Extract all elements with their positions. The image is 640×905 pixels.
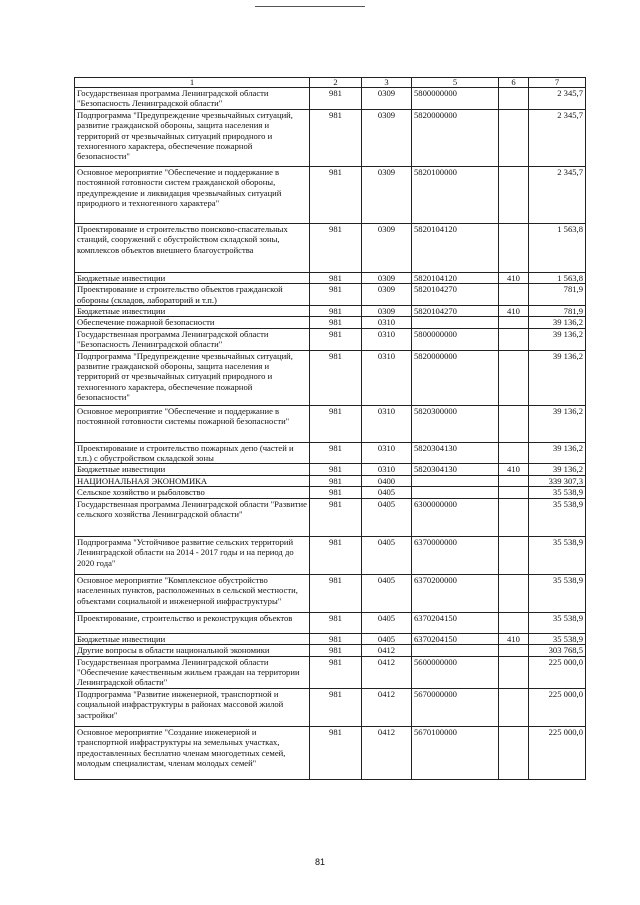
header-cell-2: 2 [310, 78, 362, 88]
table-row [75, 306, 586, 317]
ministry-code-cell: 981 [310, 487, 362, 498]
row-name-cell: Проектирование и строительство пожарных депо (частей и т.п.) с обустройством складской зоны [75, 442, 310, 464]
ministry-code-cell: 981 [310, 498, 362, 536]
section-code-cell: 0412 [362, 656, 412, 688]
top-rule [255, 6, 365, 7]
section-code-cell: 0310 [362, 405, 412, 442]
table-row [75, 166, 586, 223]
expense-type-cell [499, 284, 529, 306]
ministry-code-cell: 981 [310, 88, 362, 110]
ministry-code-cell: 981 [310, 328, 362, 350]
amount-cell: 35 538,9 [529, 574, 586, 612]
expense-type-cell [499, 405, 529, 442]
target-article-cell: 6370000000 [412, 536, 499, 574]
row-name-cell: Бюджетные инвестиции [75, 464, 310, 475]
table-row [75, 656, 586, 688]
section-code-cell: 0309 [362, 306, 412, 317]
ministry-code-cell: 981 [310, 464, 362, 475]
amount-cell: 2 345,7 [529, 109, 586, 166]
row-name-cell: Основное мероприятие "Обеспечение и поддержание в постоянной готовности систем гражданской обороны, предупреждение и ликвидация чрезвычайных ситуаций природного и техногенного характера" [75, 166, 310, 223]
table-row [75, 498, 586, 536]
row-name-cell: Бюджетные инвестиции [75, 633, 310, 644]
ministry-code-cell: 981 [310, 306, 362, 317]
target-article-cell: 5820104270 [412, 284, 499, 306]
row-name-cell: Подпрограмма "Развитие инженерной, транспортной и социальной инфраструктуры в районах массовой жилой застройки" [75, 688, 310, 726]
amount-cell: 39 136,2 [529, 405, 586, 442]
header-row [75, 78, 586, 88]
table-row [75, 645, 586, 656]
row-name-cell: Бюджетные инвестиции [75, 272, 310, 283]
amount-cell: 35 538,9 [529, 498, 586, 536]
budget-table [74, 77, 586, 780]
target-article-cell: 5820000000 [412, 350, 499, 405]
row-name-cell: Основное мероприятие "Создание инженерной и транспортной инфраструктуры на земельных участках, предоставленных бесплатно членам многодетных семей, молодым специалистам, членам молодых семей" [75, 726, 310, 779]
expense-type-cell [499, 475, 529, 486]
amount-cell: 35 538,9 [529, 487, 586, 498]
section-code-cell: 0405 [362, 612, 412, 633]
target-article-cell [412, 645, 499, 656]
section-code-cell: 0405 [362, 536, 412, 574]
amount-cell: 225 000,0 [529, 726, 586, 779]
amount-cell: 225 000,0 [529, 688, 586, 726]
table-row [75, 688, 586, 726]
table-row [75, 442, 586, 464]
table-row [75, 726, 586, 779]
expense-type-cell [499, 166, 529, 223]
ministry-code-cell: 981 [310, 475, 362, 486]
expense-type-cell: 410 [499, 272, 529, 283]
ministry-code-cell: 981 [310, 405, 362, 442]
section-code-cell: 0405 [362, 487, 412, 498]
row-name-cell: Государственная программа Ленинградской области "Развитие сельского хозяйства Ленинградской области" [75, 498, 310, 536]
expense-type-cell: 410 [499, 633, 529, 644]
target-article-cell: 5820100000 [412, 166, 499, 223]
table-row [75, 88, 586, 110]
target-article-cell: 5820304130 [412, 464, 499, 475]
ministry-code-cell: 981 [310, 645, 362, 656]
table-row [75, 284, 586, 306]
target-article-cell: 5600000000 [412, 656, 499, 688]
expense-type-cell [499, 498, 529, 536]
expense-type-cell [499, 109, 529, 166]
ministry-code-cell: 981 [310, 284, 362, 306]
target-article-cell: 6370200000 [412, 574, 499, 612]
amount-cell: 1 563,8 [529, 272, 586, 283]
section-code-cell: 0309 [362, 284, 412, 306]
row-name-cell: Основное мероприятие "Комплексное обустройство населенных пунктов, расположенных в сельской местности, объектами социальной и инженерной инфраструктуры" [75, 574, 310, 612]
section-code-cell: 0405 [362, 498, 412, 536]
section-code-cell: 0405 [362, 633, 412, 644]
expense-type-cell [499, 328, 529, 350]
target-article-cell: 5800000000 [412, 328, 499, 350]
amount-cell: 39 136,2 [529, 442, 586, 464]
ministry-code-cell: 981 [310, 688, 362, 726]
target-article-cell [412, 487, 499, 498]
target-article-cell: 5800000000 [412, 88, 499, 110]
target-article-cell [412, 317, 499, 328]
ministry-code-cell: 981 [310, 166, 362, 223]
target-article-cell: 5820304130 [412, 442, 499, 464]
expense-type-cell [499, 645, 529, 656]
target-article-cell [412, 475, 499, 486]
amount-cell: 39 136,2 [529, 317, 586, 328]
amount-cell: 339 307,3 [529, 475, 586, 486]
section-code-cell: 0309 [362, 223, 412, 272]
target-article-cell: 5820300000 [412, 405, 499, 442]
row-name-cell: Сельское хозяйство и рыболовство [75, 487, 310, 498]
row-name-cell: НАЦИОНАЛЬНАЯ ЭКОНОМИКА [75, 475, 310, 486]
target-article-cell: 6370204150 [412, 633, 499, 644]
table-body [75, 78, 586, 780]
section-code-cell: 0310 [362, 317, 412, 328]
amount-cell: 781,9 [529, 284, 586, 306]
ministry-code-cell: 981 [310, 574, 362, 612]
expense-type-cell [499, 726, 529, 779]
amount-cell: 1 563,8 [529, 223, 586, 272]
table-row [75, 633, 586, 644]
ministry-code-cell: 981 [310, 442, 362, 464]
row-name-cell: Подпрограмма "Устойчивое развитие сельских территорий Ленинградской области на 2014 - 2017 годы и на период до 2020 года" [75, 536, 310, 574]
ministry-code-cell: 981 [310, 656, 362, 688]
amount-cell: 2 345,7 [529, 166, 586, 223]
row-name-cell: Подпрограмма "Предупреждение чрезвычайных ситуаций, развитие гражданской обороны, защита населения и территорий от чрезвычайных ситуаций природного и техногенного характера, обеспечение пожарной безопасности" [75, 350, 310, 405]
expense-type-cell: 410 [499, 464, 529, 475]
amount-cell: 35 538,9 [529, 612, 586, 633]
section-code-cell: 0309 [362, 272, 412, 283]
target-article-cell: 5820104270 [412, 306, 499, 317]
row-name-cell: Обеспечение пожарной безопасности [75, 317, 310, 328]
header-cell-1: 1 [75, 78, 310, 88]
target-article-cell: 5820104120 [412, 223, 499, 272]
header-cell-6: 6 [499, 78, 529, 88]
table-row [75, 612, 586, 633]
table-row [75, 317, 586, 328]
amount-cell: 39 136,2 [529, 350, 586, 405]
target-article-cell: 5670000000 [412, 688, 499, 726]
amount-cell: 2 345,7 [529, 88, 586, 110]
header-cell-5: 5 [412, 78, 499, 88]
row-name-cell: Основное мероприятие "Обеспечение и поддержание в постоянной готовности системы пожарной безопасности" [75, 405, 310, 442]
row-name-cell: Проектирование и строительство объектов гражданской обороны (складов, лабораторий и т.п.) [75, 284, 310, 306]
section-code-cell: 0405 [362, 574, 412, 612]
expense-type-cell [499, 88, 529, 110]
page-number: 81 [314, 857, 325, 867]
row-name-cell: Проектирование, строительство и реконструкция объектов [75, 612, 310, 633]
section-code-cell: 0309 [362, 88, 412, 110]
expense-type-cell [499, 688, 529, 726]
section-code-cell: 0412 [362, 688, 412, 726]
ministry-code-cell: 981 [310, 536, 362, 574]
row-name-cell: Государственная программа Ленинградской области "Безопасность Ленинградской области" [75, 328, 310, 350]
amount-cell: 303 768,5 [529, 645, 586, 656]
expense-type-cell [499, 656, 529, 688]
section-code-cell: 0310 [362, 328, 412, 350]
amount-cell: 35 538,9 [529, 633, 586, 644]
header-cell-7: 7 [529, 78, 586, 88]
target-article-cell: 5820000000 [412, 109, 499, 166]
row-name-cell: Подпрограмма "Предупреждение чрезвычайных ситуаций, развитие гражданской обороны, защита населения и территорий от чрезвычайных ситуаций природного и техногенного характера, обеспечение пожарной безопасности" [75, 109, 310, 166]
expense-type-cell [499, 612, 529, 633]
target-article-cell: 5820104120 [412, 272, 499, 283]
ministry-code-cell: 981 [310, 612, 362, 633]
table-row [75, 350, 586, 405]
target-article-cell: 6300000000 [412, 498, 499, 536]
expense-type-cell [499, 574, 529, 612]
amount-cell: 225 000,0 [529, 656, 586, 688]
amount-cell: 35 538,9 [529, 536, 586, 574]
table-row [75, 223, 586, 272]
ministry-code-cell: 981 [310, 726, 362, 779]
table-row [75, 487, 586, 498]
table-row [75, 464, 586, 475]
ministry-code-cell: 981 [310, 272, 362, 283]
table-row [75, 405, 586, 442]
target-article-cell: 5670100000 [412, 726, 499, 779]
amount-cell: 39 136,2 [529, 464, 586, 475]
ministry-code-cell: 981 [310, 223, 362, 272]
table-row [75, 109, 586, 166]
expense-type-cell: 410 [499, 306, 529, 317]
expense-type-cell [499, 536, 529, 574]
expense-type-cell [499, 442, 529, 464]
expense-type-cell [499, 487, 529, 498]
target-article-cell: 6370204150 [412, 612, 499, 633]
table-row [75, 475, 586, 486]
row-name-cell: Государственная программа Ленинградской области "Обеспечение качественным жильем граждан на территории Ленинградской области" [75, 656, 310, 688]
row-name-cell: Государственная программа Ленинградской области "Безопасность Ленинградской области" [75, 88, 310, 110]
row-name-cell: Бюджетные инвестиции [75, 306, 310, 317]
table-row [75, 574, 586, 612]
row-name-cell: Другие вопросы в области национальной экономики [75, 645, 310, 656]
ministry-code-cell: 981 [310, 633, 362, 644]
ministry-code-cell: 981 [310, 350, 362, 405]
section-code-cell: 0412 [362, 726, 412, 779]
section-code-cell: 0412 [362, 645, 412, 656]
table-row [75, 272, 586, 283]
ministry-code-cell: 981 [310, 109, 362, 166]
amount-cell: 39 136,2 [529, 328, 586, 350]
section-code-cell: 0400 [362, 475, 412, 486]
section-code-cell: 0310 [362, 350, 412, 405]
amount-cell: 781,9 [529, 306, 586, 317]
expense-type-cell [499, 350, 529, 405]
table-row [75, 536, 586, 574]
header-cell-3: 3 [362, 78, 412, 88]
section-code-cell: 0309 [362, 109, 412, 166]
expense-type-cell [499, 223, 529, 272]
expense-type-cell [499, 317, 529, 328]
row-name-cell: Проектирование и строительство поисково-спасательных станций, сооружений с обустройством складской зоны, комплексов объектов внешнего благоустройства [75, 223, 310, 272]
table-row [75, 328, 586, 350]
ministry-code-cell: 981 [310, 317, 362, 328]
section-code-cell: 0310 [362, 442, 412, 464]
section-code-cell: 0309 [362, 166, 412, 223]
section-code-cell: 0310 [362, 464, 412, 475]
